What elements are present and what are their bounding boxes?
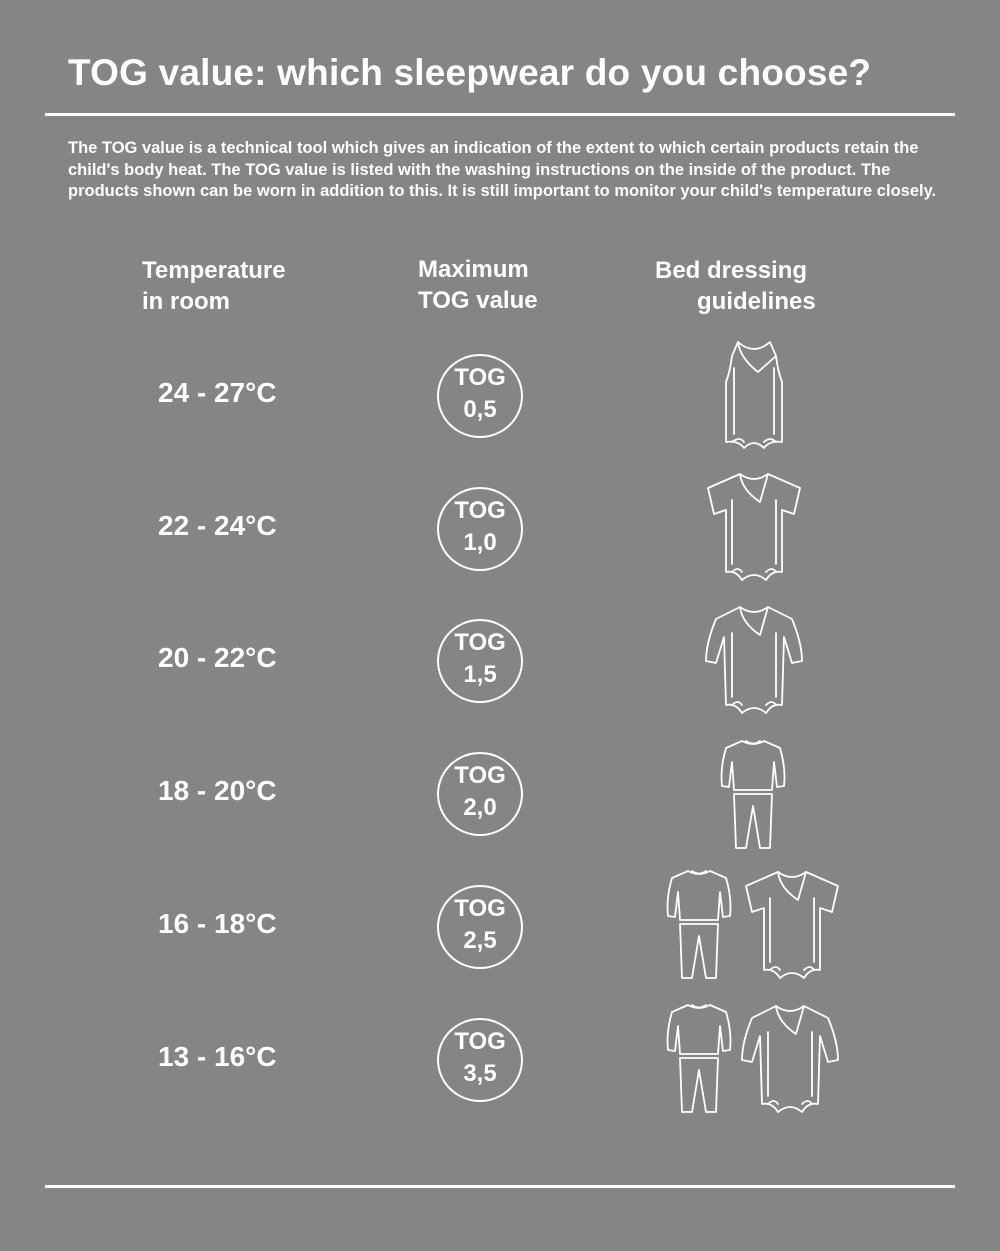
header-temperature-line1: Temperature: [142, 257, 286, 284]
header-bed-dressing: [655, 255, 816, 317]
page-title: TOG value: which sleepwear do you choose?: [68, 52, 872, 93]
tog-value: 0,5: [463, 396, 497, 423]
tog-badge-row-5: [437, 885, 523, 969]
header-tog-line1: Maximum: [418, 256, 529, 283]
tog-label: TOG: [454, 762, 506, 789]
header-temperature: [142, 255, 286, 317]
temperature-row-5: 16 - 18°C: [158, 908, 277, 939]
tog-value: 2,0: [463, 794, 497, 821]
header-bed-line1: Bed dressing: [655, 257, 808, 284]
tog-label: TOG: [454, 497, 506, 524]
temperature-row-2: 22 - 24°C: [158, 510, 277, 541]
temperature-row-3: 20 - 22°C: [158, 642, 277, 673]
long-sleeve-bodysuit-icon: [738, 1002, 842, 1122]
top-divider: [45, 113, 955, 116]
tog-value: 3,5: [463, 1060, 497, 1087]
header-bed-line2: guidelines: [697, 288, 816, 315]
tog-badge-row-1: [437, 354, 523, 438]
tog-label: TOG: [454, 895, 506, 922]
tog-label: TOG: [454, 364, 506, 391]
tog-value: 1,0: [463, 529, 497, 556]
tog-label: TOG: [454, 629, 506, 656]
temperature-row-4: 18 - 20°C: [158, 775, 277, 806]
long-sleeve-bodysuit-icon: [702, 603, 806, 723]
tog-value: 1,5: [463, 661, 497, 688]
intro-paragraph: The TOG value is a technical tool which gives an indication of the extent to which certain products retain the child's body heat. The TOG value is listed with the washing instructions on the inside of the product. The products shown can be worn in addition to this. It is still important to monitor your child's temperature closely.: [68, 139, 937, 201]
pyjama-icon: [664, 1002, 734, 1121]
pyjama-icon: [718, 738, 788, 857]
tog-badge-row-6: [437, 1018, 523, 1102]
bottom-divider: [45, 1185, 955, 1188]
pyjama-icon: [664, 868, 734, 987]
short-sleeve-bodysuit-icon: [740, 868, 844, 988]
tog-value: 2,5: [463, 927, 497, 954]
sleeveless-bodysuit-icon: [710, 338, 798, 458]
header-tog-line2: TOG value: [418, 287, 538, 314]
tog-badge-row-3: [437, 619, 523, 703]
header-temperature-line2: in room: [142, 288, 230, 315]
short-sleeve-bodysuit-icon: [702, 470, 806, 590]
temperature-row-6: 13 - 16°C: [158, 1041, 277, 1072]
temperature-row-1: 24 - 27°C: [158, 377, 277, 408]
tog-label: TOG: [454, 1028, 506, 1055]
tog-badge-row-4: [437, 752, 523, 836]
header-tog: [418, 254, 538, 316]
tog-badge-row-2: [437, 487, 523, 571]
